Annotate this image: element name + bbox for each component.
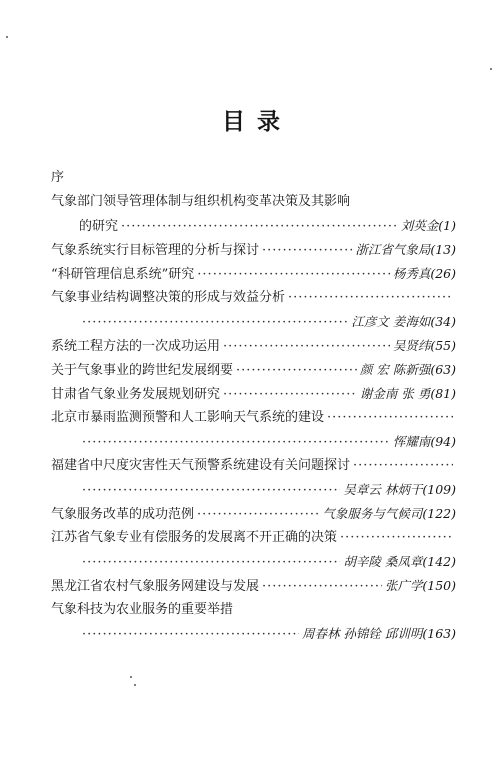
dot-leader (223, 383, 357, 407)
dot-leader (288, 286, 453, 310)
toc-entry (51, 502, 456, 526)
dot-leader (327, 406, 453, 430)
dot-leader (197, 503, 319, 527)
toc-entry-author-page: 吴章云 林炳干(109) (343, 482, 456, 497)
dot-leader (121, 215, 398, 239)
dot-leader (82, 479, 340, 503)
dot-leader (197, 263, 390, 287)
toc-entry-title: 气象系统实行目标管理的分析与探讨 (51, 243, 260, 258)
toc-entry-author-page: 吴贤纬(55) (392, 338, 456, 353)
toc-entry-author-page: 恽耀南(94) (392, 434, 456, 449)
toc-entry-title: 福建省中尺度灾害性天气预警系统建设有关问题探讨 (51, 458, 351, 473)
toc-entry (51, 598, 456, 622)
scan-speck (490, 68, 492, 70)
toc-entry (51, 406, 456, 430)
toc-entry-title: 气象部门领导管理体制与组织机构变革决策及其影响 (51, 194, 351, 209)
toc-entry-author-page: 江彦文 姜海如(34) (351, 314, 456, 329)
page-title: 目 录 (221, 109, 282, 135)
toc-entry-title: 甘肃省气象业务发展规划研究 (51, 387, 221, 402)
toc-entry (51, 190, 456, 214)
scan-speck (134, 684, 136, 686)
dot-leader (340, 526, 453, 550)
toc-entry (51, 334, 456, 358)
toc-entry-title: 气象事业结构调整决策的形成与效益分析 (51, 290, 286, 305)
toc-entry-author-page: 谢金南 张 勇(81) (359, 386, 456, 401)
toc-entry-author-page: 张广学(150) (384, 578, 456, 593)
toc-entry (51, 454, 456, 478)
toc-entry-title: “科研管理信息系统”研究 (51, 267, 195, 282)
preface-heading: 序 (51, 170, 65, 185)
toc-entry (51, 478, 456, 502)
toc-entry (51, 238, 456, 262)
toc-entry-author-page: 周春林 孙锦铨 邱训明(163) (301, 626, 456, 641)
dot-leader (82, 311, 348, 335)
dot-leader (82, 551, 340, 575)
toc-entry (51, 310, 456, 334)
dot-leader (262, 239, 352, 263)
table-of-contents (51, 190, 456, 646)
toc-entry-title: 北京市暴雨监测预警和人工影响天气系统的建设 (51, 410, 325, 425)
dot-leader (262, 575, 382, 599)
toc-entry (51, 550, 456, 574)
toc-entry (51, 430, 456, 454)
dot-leader (223, 335, 390, 359)
toc-entry-author-page: 颜 宏 陈新强(63) (359, 362, 456, 377)
toc-entry-author-page: 胡辛陵 桑凤章(142) (343, 554, 456, 569)
toc-entry (51, 622, 456, 646)
toc-entry (51, 382, 456, 406)
toc-entry-title: 江苏省气象专业有偿服务的发展离不开正确的决策 (51, 530, 338, 545)
toc-entry-title: 气象服务改革的成功范例 (51, 507, 195, 522)
dot-leader (82, 623, 299, 647)
toc-entry (51, 262, 456, 286)
toc-entry (51, 526, 456, 550)
dot-leader (82, 431, 390, 455)
scan-speck (130, 676, 132, 678)
toc-entry (51, 214, 456, 238)
toc-entry-title: 黑龙江省农村气象服务网建设与发展 (51, 579, 260, 594)
toc-entry-author-page: 杨秀真(26) (392, 266, 456, 281)
toc-entry-title: 关于气象事业的跨世纪发展纲要 (51, 363, 234, 378)
dot-leader (236, 359, 357, 383)
dot-leader (353, 454, 453, 478)
toc-entry-author-page: 刘英金(1) (400, 218, 456, 233)
toc-entry-title: 气象科技为农业服务的重要举措 (51, 602, 234, 617)
toc-entry-author-page: 气象服务与气候司(122) (322, 506, 456, 521)
toc-entry-title: 系统工程方法的一次成功运用 (51, 339, 221, 354)
toc-entry-author-page: 浙江省气象局(13) (355, 242, 456, 257)
toc-entry (51, 574, 456, 598)
toc-entry (51, 286, 456, 310)
scan-speck (6, 36, 8, 38)
toc-entry (51, 358, 456, 382)
toc-entry-title: 的研究 (79, 219, 119, 234)
